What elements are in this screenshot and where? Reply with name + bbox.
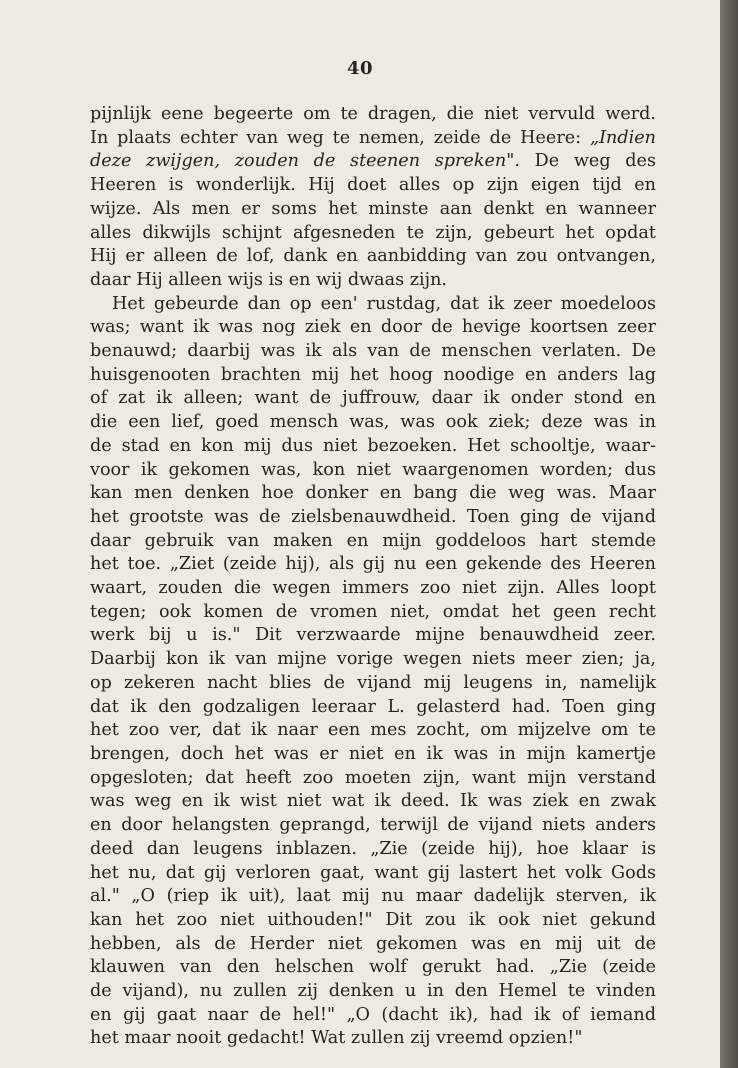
text-span: In plaats echter van weg te nemen, zeide de Heere:: [90, 127, 590, 148]
text-span: voor ik gekomen was, kon niet waargenomen worden; dus: [90, 459, 656, 480]
text-span: al." „O (riep ik uit), laat mij nu maar dadelijk sterven, ik: [90, 886, 656, 907]
text-line: [90, 245, 656, 269]
text-span: wijze. Als men er soms het minste aan denkt en wanneer: [90, 198, 656, 219]
text-span: kan het zoo niet uithouden!" Dit zou ik ook niet gekund: [90, 909, 656, 930]
text-line: [90, 411, 656, 435]
text-line: [90, 862, 656, 886]
text-span: het zoo ver, dat ik naar een mes zocht, om mijzelve om te: [90, 720, 656, 741]
text-line: [90, 293, 656, 317]
text-span: daar gebruik van maken en mijn goddeloos hart stemde: [90, 530, 656, 551]
page-number: 40: [346, 58, 374, 79]
text-span: het nu, dat gij verloren gaat, want gij lastert het volk Gods: [90, 862, 656, 883]
text-span: Het gebeurde dan op een' rustdag, dat ik zeer moedeloos: [112, 293, 656, 314]
text-line: [90, 340, 656, 364]
text-span: pijnlijk eene begeerte om te dragen, die niet vervuld werd.: [90, 104, 656, 124]
text-span: en gij gaat naar de hel!" „O (dacht ik), had ik of iemand: [90, 1004, 656, 1025]
text-span: en door helangsten geprangd, terwijl de vijand niets anders: [90, 815, 656, 836]
text-span: deed dan leugens inblazen. „Zie (zeide hij), hoe klaar is: [90, 838, 656, 859]
text-line: [90, 198, 656, 222]
text-line: [90, 624, 656, 648]
text-span: werk bij u is." Dit verzwaarde mijne benauwdheid zeer.: [90, 625, 656, 646]
text-line: [90, 696, 656, 720]
text-line: [90, 980, 656, 1004]
text-line: [90, 790, 656, 814]
text-line: [90, 174, 656, 198]
text-line: [90, 909, 656, 933]
text-span: die een lief, goed mensch was, was ook ziek; deze was in: [90, 412, 656, 433]
scan-edge: [720, 0, 738, 1068]
text-span: daar Hij alleen wijs is en wij dwaas zijn.: [90, 269, 448, 290]
text-line: [90, 387, 656, 411]
text-line: [90, 838, 656, 862]
text-span: Heeren is wonderlijk. Hij doet alles op zijn eigen tijd en: [90, 175, 656, 196]
text-span: brengen, doch het was er niet en ik was in mijn kamertje: [90, 743, 656, 764]
text-line: [90, 577, 656, 601]
text-span: kan men denken hoe donker en bang die weg was. Maar: [90, 483, 656, 504]
text-span: was; want ik was nog ziek en door de hevige koortsen zeer: [90, 317, 656, 338]
text-line: [90, 364, 656, 388]
text-span: alles dikwijls schijnt afgesneden te zijn, gebeurt het opdat: [90, 222, 656, 243]
text-span: klauwen van den helschen wolf gerukt had. „Zie (zeide: [90, 957, 656, 978]
text-line: [90, 316, 656, 340]
text-line: [90, 1004, 656, 1028]
text-line: [90, 553, 656, 577]
text-line: [90, 672, 656, 696]
text-line: [90, 767, 656, 791]
text-line: [90, 222, 656, 246]
text-line: [90, 1027, 656, 1051]
text-line: [90, 103, 656, 127]
text-line: [90, 269, 656, 293]
text-span: Daarbij kon ik van mijne vorige wegen niets meer zien; ja,: [90, 649, 656, 670]
text-span: op zekeren nacht blies de vijand mij leugens in, namelijk: [90, 672, 656, 693]
text-span: opgesloten; dat heeft zoo moeten zijn, want mijn verstand: [90, 767, 656, 788]
text-span: of zat ik alleen; want de juffrouw, daar ik onder stond en: [90, 388, 656, 409]
text-line: [90, 719, 656, 743]
text-line: [90, 459, 656, 483]
text-span: benauwd; daarbij was ik als van de menschen verlaten. De: [90, 341, 656, 362]
text-line: [90, 814, 656, 838]
text-line: [90, 435, 656, 459]
text-span: De weg des: [519, 151, 656, 172]
text-line: [90, 482, 656, 506]
text-line: [90, 648, 656, 672]
text-span: het toe. „Ziet (zeide hij), als gij nu een gekende des Heeren: [90, 554, 656, 575]
text-line: [90, 506, 656, 530]
text-span: huisgenooten brachten mij het hoog noodige en anders lag: [90, 364, 656, 385]
italic-text: deze zwijgen, zouden de steenen spreken".: [90, 151, 520, 172]
text-span: het grootste was de zielsbenauwdheid. Toen ging de vijand: [90, 506, 656, 527]
text-span: dat ik den godzaligen leeraar L. gelasterd had. Toen ging: [90, 696, 656, 717]
text-span: Hij er alleen de lof, dank en aanbidding van zou ontvangen,: [90, 246, 656, 267]
text-line: [90, 530, 656, 554]
text-span: waart, zouden die wegen immers zoo niet zijn. Alles loopt: [90, 578, 656, 599]
text-span: de vijand), nu zullen zij denken u in den Hemel te vinden: [90, 981, 656, 1002]
body-text: [90, 103, 656, 1051]
text-span: was weg en ik wist niet wat ik deed. Ik was ziek en zwak: [90, 791, 656, 812]
text-span: tegen; ook komen de vromen niet, omdat het geen recht: [90, 601, 656, 622]
text-line: [90, 743, 656, 767]
text-line: [90, 601, 656, 625]
text-line: [90, 956, 656, 980]
text-line: [90, 150, 656, 174]
text-line: [90, 127, 656, 151]
text-span: het maar nooit gedacht! Wat zullen zij vreemd opzien!": [90, 1028, 583, 1049]
italic-text: „Indien: [589, 127, 656, 148]
text-line: [90, 885, 656, 909]
text-span: hebben, als de Herder niet gekomen was en mij uit de: [90, 933, 656, 954]
text-line: [90, 933, 656, 957]
text-span: de stad en kon mij dus niet bezoeken. Het schooltje, waar-: [90, 435, 656, 456]
